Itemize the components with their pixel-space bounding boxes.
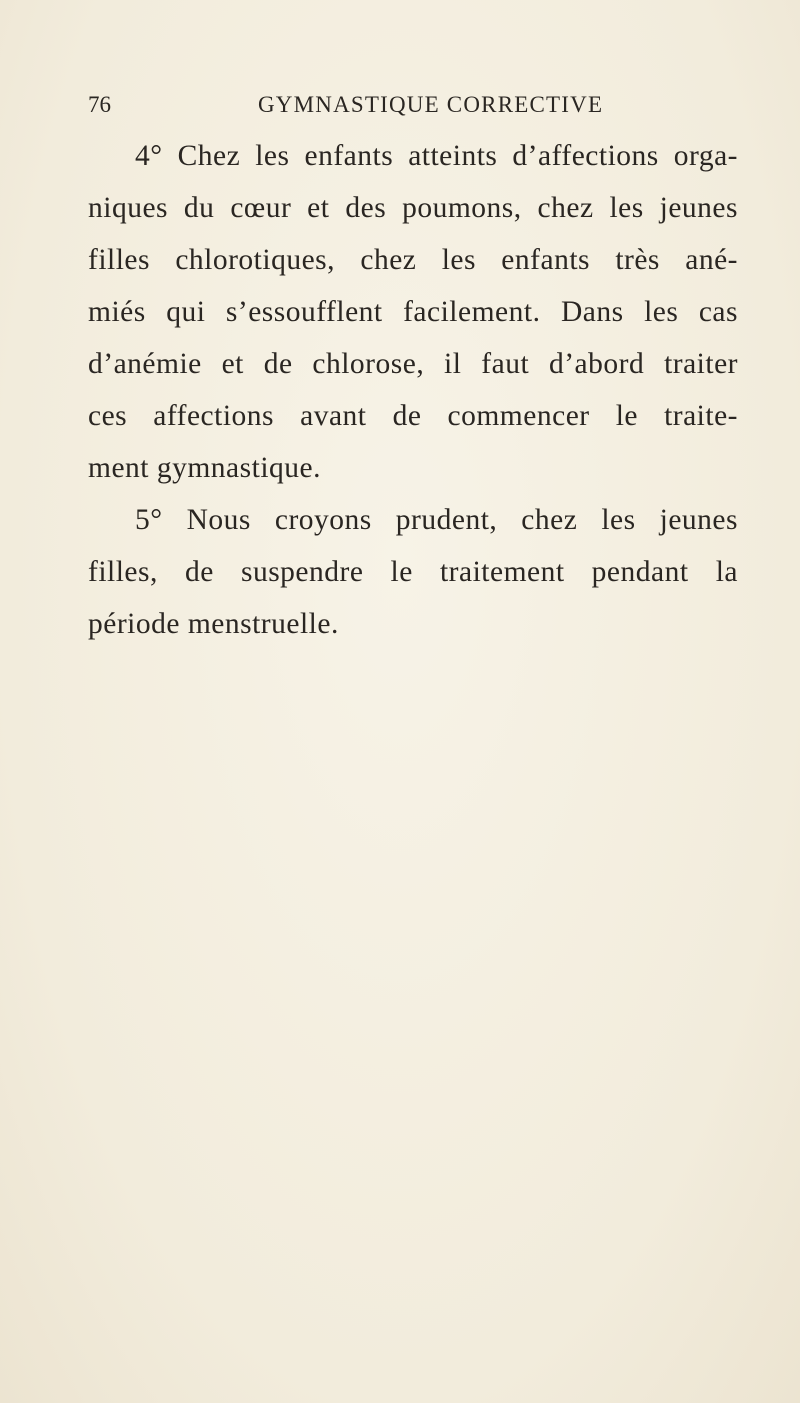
text-line: filles chlorotiques, chez les enfants très ané-	[88, 244, 738, 276]
text-line: période menstruelle.	[88, 608, 339, 640]
paragraph-4	[88, 130, 738, 494]
text-line: miés qui s’essoufflent facilement. Dans les cas	[88, 296, 738, 328]
text-line: niques du cœur et des poumons, chez les jeunes	[88, 192, 738, 224]
text-line: ces affections avant de commencer le traite-	[88, 400, 738, 432]
page-number: 76	[88, 92, 111, 117]
paragraph-5	[88, 494, 738, 650]
running-title: GYMNASTIQUE CORRECTIVE	[258, 92, 604, 117]
running-head	[88, 92, 738, 132]
text-line: ment gymnastique.	[88, 452, 321, 484]
body-text	[88, 130, 738, 650]
text-line: 5° Nous croyons prudent, chez les jeunes	[135, 504, 738, 536]
text-line: filles, de suspendre le traitement pendant la	[88, 556, 738, 588]
text-line: 4° Chez les enfants atteints d’affections orga-	[135, 140, 738, 172]
text-line: d’anémie et de chlorose, il faut d’abord traiter	[88, 348, 738, 380]
